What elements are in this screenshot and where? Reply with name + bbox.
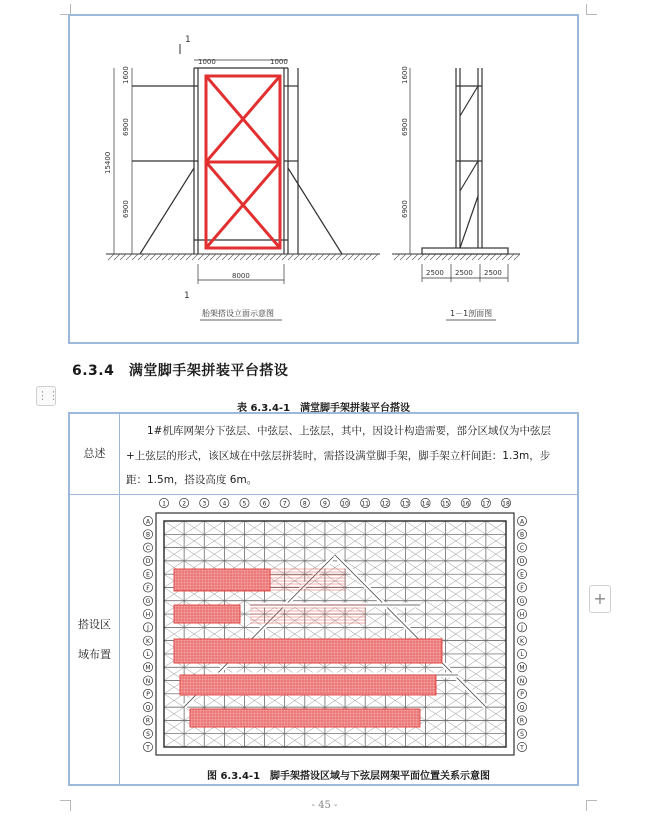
svg-text:S: S [146,731,150,739]
axis-bubble-top [501,498,510,507]
svg-text:C: C [519,544,525,552]
axis-bubble-side [143,609,152,618]
axis-bubble-side [517,516,526,525]
red-x-bracing [206,76,280,248]
axis-bubble-side [143,516,152,525]
svg-text:K: K [146,637,150,645]
axis-bubble-side [143,570,152,579]
svg-text:D: D [519,558,525,566]
page-number: - 45 - [311,800,338,811]
svg-text:N: N [145,677,151,685]
axis-bubble-side [143,530,152,539]
svg-text:11: 11 [361,500,369,508]
axis-bubble-side [143,543,152,552]
axis-bubble-top [159,498,168,507]
svg-text:K: K [520,637,524,645]
axis-bubble-top [320,498,329,507]
axis-bubble-top [280,498,289,507]
table-row [70,495,577,784]
table-label-cell [70,495,120,784]
svg-text:18: 18 [502,500,510,508]
svg-text:9: 9 [323,500,327,508]
axis-bubble-side [517,742,526,751]
section-dim-1600: 1600 [401,66,409,84]
axis-bubble-side [143,716,152,725]
axis-bubble-top [200,498,209,507]
scaffold-area-red [174,569,442,727]
axis-bubble-side [143,742,152,751]
axis-bubble-top [461,498,470,507]
axis-bubble-side [143,689,152,698]
svg-text:E: E [520,571,524,579]
axis-bubble-top [340,498,349,507]
svg-text:7: 7 [282,500,287,508]
elevation-caption: 胎架搭设立面示意图 [202,309,274,318]
axis-bubble-top [441,498,450,507]
plan-top-axes [159,498,510,507]
axis-bubble-side [517,663,526,672]
summary-text: 1#机库网架分下弦层、中弦层、上弦层，其中，因设计构造需要，部分区域仅为中弦层+上弦层的形式，该区域在中弦层拼装时，需搭设满堂脚手架，脚手架立杆间距：1.3m，步距：1.5m，搭设高度 6m。 [126,425,551,486]
axis-bubble-side [517,649,526,658]
drag-handle-icon[interactable]: ⋮⋮ [36,386,56,406]
axis-bubble-side [517,583,526,592]
svg-text:10: 10 [341,500,349,508]
axis-bubble-side [517,596,526,605]
axis-bubble-top [180,498,189,507]
svg-text:G: G [519,598,525,606]
section-dimension-lines [410,68,508,282]
elevation-figure-frame [68,14,579,344]
row-label-summary: 总述 [83,447,106,460]
svg-text:12: 12 [381,500,390,508]
axis-bubble-side [517,609,526,618]
table-row [70,414,577,495]
axis-bubble-side [517,636,526,645]
axis-bubble-side [143,676,152,685]
table-label-cell [70,414,120,494]
axis-bubble-top [421,498,430,507]
svg-text:15: 15 [441,500,450,508]
svg-text:P: P [520,691,524,699]
svg-text:14: 14 [421,500,430,508]
svg-text:M: M [519,664,525,672]
axis-bubble-side [517,676,526,685]
svg-text:P: P [146,691,150,699]
axis-bubble-side [517,623,526,632]
svg-text:R: R [145,717,151,725]
figure-caption: 图 6.3.4-1 脚手架搭设区域与下弦层网架平面位置关系示意图 [206,771,491,782]
axis-bubble-side [143,583,152,592]
section-heading: 6.3.4 满堂脚手架拼装平台搭设 [72,363,289,379]
axis-bubble-side [143,649,152,658]
section-caption: 1－1剖面图 [450,309,493,318]
svg-text:L: L [146,651,150,659]
svg-text:E: E [146,571,150,579]
plan-figure [120,495,577,784]
axis-bubble-top [220,498,229,507]
axis-bubble-side [143,636,152,645]
add-block-button[interactable]: + [589,585,611,613]
axis-bubble-top [481,498,490,507]
axis-bubble-side [143,556,152,565]
svg-text:16: 16 [461,500,470,508]
svg-text:17: 17 [482,500,490,508]
ground-hatch-elevation [108,254,378,260]
svg-text:A: A [519,518,525,526]
dim-1600: 1600 [122,66,130,84]
axis-bubble-side [143,703,152,712]
row-label-layout-b: 域布置 [78,648,111,661]
axis-bubble-top [260,498,269,507]
svg-text:1: 1 [162,500,166,508]
svg-text:J: J [521,624,523,632]
axis-bubble-top [381,498,390,507]
axis-bubble-side [517,729,526,738]
axis-bubble-side [143,596,152,605]
axis-bubble-side [517,689,526,698]
table-caption: 表 6.3.4-1 满堂脚手架拼装平台搭设 [236,403,411,414]
axis-bubble-side [517,716,526,725]
svg-text:H: H [145,611,151,619]
axis-bubble-side [143,623,152,632]
dim-6900-upper: 6900 [122,118,130,136]
svg-text:T: T [146,744,150,752]
section-mark-bottom: 1 [184,291,190,301]
section-dim-a: 2500 [426,269,444,277]
dim-bottom: 8000 [232,272,250,280]
dim-top-left: 1000 [198,58,216,66]
svg-text:N: N [519,677,525,685]
svg-text:F: F [520,584,524,592]
dim-top-right: 1000 [270,58,288,66]
section-dim-b: 2500 [455,269,473,277]
svg-text:S: S [520,731,524,739]
svg-text:B: B [519,531,525,539]
elevation-drawing [70,16,577,342]
svg-text:R: R [519,717,525,725]
section-frame [422,68,508,254]
axis-bubble-top [401,498,410,507]
svg-text:Q: Q [145,704,151,712]
axis-bubble-top [300,498,309,507]
axis-bubble-side [517,556,526,565]
svg-text:M: M [145,664,151,672]
section-dim-c: 2500 [484,269,502,277]
svg-text:B: B [145,531,151,539]
section-dim-6900-upper: 6900 [401,118,409,136]
section-mark-top: 1 [185,35,191,45]
svg-text:13: 13 [401,500,410,508]
elevation-dimension-lines [114,60,288,284]
svg-text:H: H [519,611,525,619]
svg-text:J: J [147,624,149,632]
axis-bubble-side [143,663,152,672]
svg-text:D: D [145,558,151,566]
svg-text:T: T [520,744,524,752]
svg-text:L: L [520,651,524,659]
ground-hatch-section [394,254,520,260]
axis-bubble-side [517,703,526,712]
svg-text:G: G [145,598,151,606]
plan-left-axes [143,516,152,751]
svg-text:Q: Q [519,704,525,712]
dim-total: 15400 [104,151,112,174]
svg-text:6: 6 [262,500,267,508]
crop-mark-top-right [586,4,597,15]
row-label-layout-a: 搭设区 [78,618,111,631]
svg-text:F: F [146,584,150,592]
axis-bubble-top [240,498,249,507]
axis-bubble-side [143,729,152,738]
svg-text:8: 8 [302,500,307,508]
section-dim-6900-lower: 6900 [401,200,409,218]
svg-text:2: 2 [182,500,187,508]
svg-text:4: 4 [222,500,227,508]
axis-bubble-top [361,498,370,507]
svg-text:3: 3 [202,500,207,508]
plan-drawing [120,495,577,765]
svg-text:5: 5 [242,500,247,508]
axis-bubble-side [517,570,526,579]
svg-text:A: A [145,518,151,526]
svg-text:C: C [145,544,151,552]
scaffold-table [68,412,579,786]
plan-right-axes [517,516,526,751]
axis-bubble-side [517,543,526,552]
axis-bubble-side [517,530,526,539]
dim-6900-lower: 6900 [122,200,130,218]
